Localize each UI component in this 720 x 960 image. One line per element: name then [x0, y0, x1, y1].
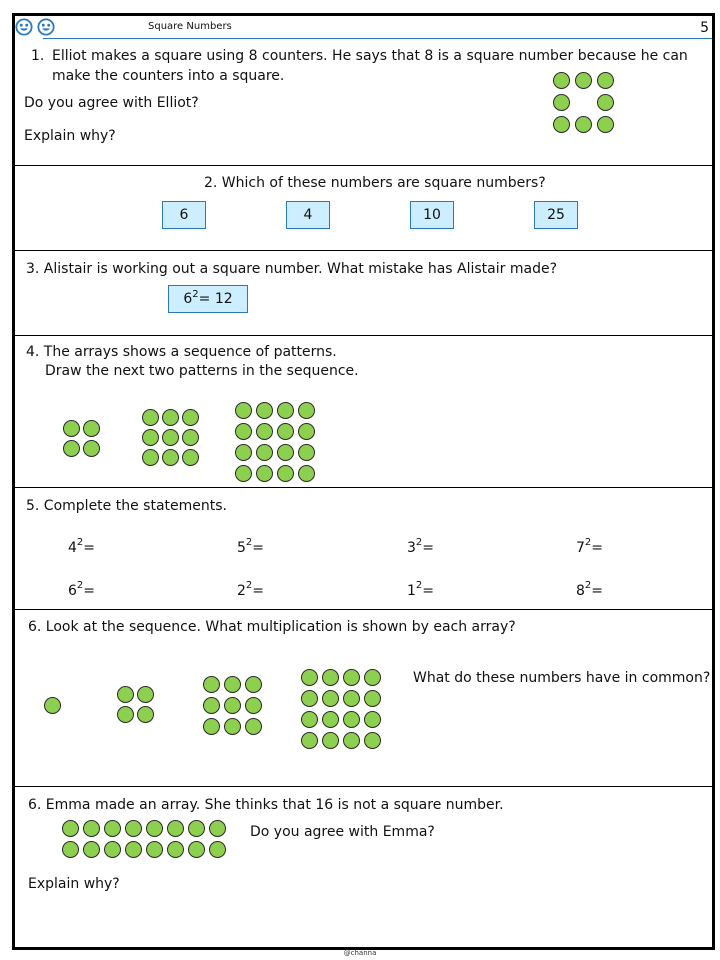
q4-line1: 4. The arrays shows a sequence of patterns. — [26, 344, 337, 360]
q5-statement — [237, 537, 265, 556]
counter — [277, 444, 294, 461]
q5-exponent: 2 — [415, 537, 423, 548]
counter — [83, 440, 100, 457]
counter — [553, 72, 570, 89]
q1-text-line2: make the counters into a square. — [52, 68, 285, 84]
q5-equals: = — [591, 540, 604, 556]
counter — [104, 820, 121, 837]
q5-exponent: 2 — [245, 580, 253, 591]
q2-option-10[interactable]: 10 — [410, 201, 454, 229]
counter — [343, 690, 360, 707]
counter — [182, 409, 199, 426]
counter — [343, 711, 360, 728]
counter — [83, 841, 100, 858]
q5-base: 3 — [407, 540, 416, 556]
counter — [364, 711, 381, 728]
counter — [256, 465, 273, 482]
q6-prompt: 6. Look at the sequence. What multiplication is shown by each array? — [28, 619, 516, 635]
counter — [146, 820, 163, 837]
q5-statement — [407, 537, 435, 556]
counter — [245, 676, 262, 693]
counter — [298, 423, 315, 440]
q5-equals: = — [83, 583, 96, 599]
q1-text-line1: Elliot makes a square using 8 counters. He says that 8 is a square number because he can — [52, 48, 688, 64]
counter — [597, 94, 614, 111]
q3-exponent: 2 — [192, 288, 199, 300]
counter — [63, 420, 80, 437]
counter — [142, 429, 159, 446]
counter — [277, 465, 294, 482]
counter — [44, 697, 61, 714]
counter — [235, 465, 252, 482]
q5-statement — [576, 537, 604, 556]
counter — [322, 711, 339, 728]
counter — [224, 697, 241, 714]
counter — [301, 732, 318, 749]
counter — [125, 841, 142, 858]
q5-exponent: 2 — [584, 537, 592, 548]
q5-equals: = — [252, 583, 265, 599]
counter — [209, 820, 226, 837]
counter — [322, 690, 339, 707]
q5-exponent: 2 — [245, 537, 253, 548]
counter — [301, 711, 318, 728]
counter — [364, 690, 381, 707]
counter — [188, 820, 205, 837]
q5-equals: = — [83, 540, 96, 556]
counter — [597, 72, 614, 89]
q5-base: 6 — [68, 583, 77, 599]
q2-prompt: 2. Which of these numbers are square numbers? — [204, 175, 546, 191]
q6-common-question: What do these numbers have in common? — [413, 670, 711, 686]
counter — [575, 72, 592, 89]
q5-exponent: 2 — [415, 580, 423, 591]
footer-credit: @channa — [343, 949, 377, 957]
q5-statement — [237, 580, 265, 599]
counter — [224, 676, 241, 693]
q7-explain: Explain why? — [28, 876, 120, 892]
q3-working-box — [168, 285, 248, 313]
worksheet-frame — [12, 13, 715, 950]
q5-base: 7 — [576, 540, 585, 556]
counter — [162, 429, 179, 446]
counter — [83, 820, 100, 837]
counter — [364, 732, 381, 749]
counter — [364, 669, 381, 686]
q5-equals: = — [422, 540, 435, 556]
question-2 — [15, 166, 712, 251]
counter — [182, 449, 199, 466]
counter — [553, 116, 570, 133]
counter — [298, 444, 315, 461]
counter — [245, 718, 262, 735]
counter — [322, 732, 339, 749]
counter — [146, 841, 163, 858]
counter — [553, 94, 570, 111]
counter — [162, 409, 179, 426]
counter — [277, 423, 294, 440]
counter — [62, 820, 79, 837]
q5-statement — [68, 537, 96, 556]
counter — [167, 841, 184, 858]
q5-base: 2 — [237, 583, 246, 599]
counter — [245, 697, 262, 714]
counter — [235, 444, 252, 461]
counter — [83, 420, 100, 437]
counter — [224, 718, 241, 735]
counter — [277, 402, 294, 419]
counter — [343, 732, 360, 749]
counter — [137, 706, 154, 723]
counter — [117, 706, 134, 723]
question-1 — [15, 40, 712, 166]
question-4 — [15, 336, 712, 488]
page-number: 5 — [700, 20, 709, 36]
question-3 — [15, 251, 712, 336]
q1-question: Do you agree with Elliot? — [24, 95, 199, 111]
q5-exponent: 2 — [76, 537, 84, 548]
question-6 — [15, 610, 712, 787]
q5-base: 5 — [237, 540, 246, 556]
counter — [322, 669, 339, 686]
counter — [125, 820, 142, 837]
q1-number: 1. — [31, 48, 45, 64]
q7-prompt: 6. Emma made an array. She thinks that 16 is not a square number. — [28, 797, 504, 813]
counter — [104, 841, 121, 858]
counter — [256, 444, 273, 461]
q7-question: Do you agree with Emma? — [250, 824, 435, 840]
counter — [182, 429, 199, 446]
q2-option-6[interactable]: 6 — [162, 201, 206, 229]
counter — [235, 402, 252, 419]
counter — [162, 449, 179, 466]
q3-base: 6 — [183, 291, 193, 307]
worksheet-title: Square Numbers — [148, 21, 232, 32]
smiley-icon — [15, 18, 33, 36]
q5-exponent: 2 — [76, 580, 84, 591]
counter — [301, 690, 318, 707]
counter — [301, 669, 318, 686]
q3-result: = 12 — [198, 291, 233, 307]
question-5 — [15, 488, 712, 610]
counter — [203, 676, 220, 693]
q5-equals: = — [422, 583, 435, 599]
q5-prompt: 5. Complete the statements. — [26, 498, 227, 514]
counter — [235, 423, 252, 440]
q5-statement — [576, 580, 604, 599]
counter — [256, 402, 273, 419]
counter — [575, 116, 592, 133]
q5-exponent: 2 — [584, 580, 592, 591]
q2-option-25[interactable]: 25 — [534, 201, 578, 229]
q5-base: 8 — [576, 583, 585, 599]
q1-explain: Explain why? — [24, 128, 116, 144]
counter — [137, 686, 154, 703]
q5-statement — [68, 580, 96, 599]
smiley-icon — [37, 18, 55, 36]
counter — [298, 465, 315, 482]
q3-prompt: 3. Alistair is working out a square number. What mistake has Alistair made? — [26, 261, 557, 277]
counter — [209, 841, 226, 858]
counter — [203, 718, 220, 735]
counter — [142, 449, 159, 466]
q5-equals: = — [591, 583, 604, 599]
counter — [167, 820, 184, 837]
counter — [142, 409, 159, 426]
counter — [298, 402, 315, 419]
q5-equals: = — [252, 540, 265, 556]
counter — [256, 423, 273, 440]
question-7 — [15, 787, 712, 947]
header-divider — [43, 38, 712, 39]
counter — [62, 841, 79, 858]
q2-option-4[interactable]: 4 — [286, 201, 330, 229]
q5-base: 4 — [68, 540, 77, 556]
worksheet-header — [15, 16, 712, 38]
counter — [63, 440, 80, 457]
counter — [117, 686, 134, 703]
counter — [188, 841, 205, 858]
counter — [203, 697, 220, 714]
q4-line2: Draw the next two patterns in the sequence. — [45, 363, 359, 379]
counter — [597, 116, 614, 133]
q5-statement — [407, 580, 435, 599]
q5-base: 1 — [407, 583, 416, 599]
counter — [343, 669, 360, 686]
